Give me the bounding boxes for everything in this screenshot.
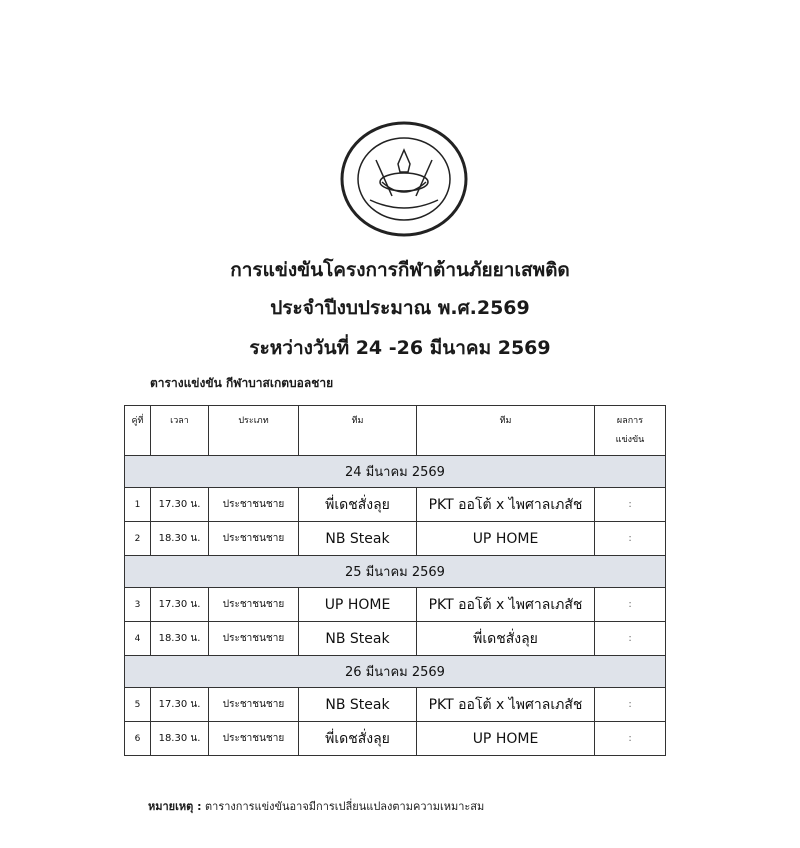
match-team-a: NB Steak [299, 688, 417, 722]
schedule-label: ตารางแข่งขัน [150, 376, 222, 390]
footnote [148, 797, 484, 815]
match-type: ประชาชนชาย [209, 622, 299, 656]
table-row [125, 522, 666, 556]
table-header-row [125, 406, 666, 456]
table-row [125, 722, 666, 756]
match-team-a: UP HOME [299, 588, 417, 622]
col-header-result-line-1: ผลการ [616, 416, 644, 426]
date-row [125, 556, 666, 588]
match-type: ประชาชนชาย [209, 588, 299, 622]
match-result: : [595, 522, 666, 556]
col-header-team-b: ทีม [417, 406, 595, 456]
footnote-label: หมายเหตุ : [148, 800, 202, 813]
table-row [125, 488, 666, 522]
match-type: ประชาชนชาย [209, 688, 299, 722]
match-num: 2 [125, 522, 151, 556]
date-cell: 25 มีนาคม 2569 [125, 556, 666, 588]
match-team-a: พี่เดชสั่งลุย [299, 722, 417, 756]
match-time: 18.30 น. [151, 722, 209, 756]
match-team-a: พี่เดชสั่งลุย [299, 488, 417, 522]
col-header-num: คู่ที่ [125, 406, 151, 456]
col-header-time: เวลา [151, 406, 209, 456]
match-num: 5 [125, 688, 151, 722]
match-time: 17.30 น. [151, 488, 209, 522]
col-header-type: ประเภท [209, 406, 299, 456]
title-line-3: ระหว่างวันที่ 24 -26 มีนาคม 2569 [249, 337, 551, 359]
match-team-a: NB Steak [299, 522, 417, 556]
match-result: : [595, 722, 666, 756]
col-header-result-line-2: แข่งขัน [615, 435, 645, 445]
match-type: ประชาชนชาย [209, 722, 299, 756]
match-num: 1 [125, 488, 151, 522]
match-team-b: UP HOME [417, 722, 595, 756]
date-cell: 24 มีนาคม 2569 [125, 456, 666, 488]
footnote-text: ตารางการแข่งขันอาจมีการเปลี่ยนแปลงตามความเหมาะสม [205, 800, 485, 813]
match-team-b: PKT ออโต้ x ไพศาลเภสัช [417, 688, 595, 722]
match-time: 17.30 น. [151, 688, 209, 722]
match-result: : [595, 688, 666, 722]
table-row [125, 622, 666, 656]
title-line-2: ประจำปีงบประมาณ พ.ศ.2569 [270, 297, 530, 319]
title-line-1: การแข่งขันโครงการกีฬาต้านภัยยาเสพติด [230, 259, 570, 281]
col-header-result [595, 406, 666, 456]
match-team-b: PKT ออโต้ x ไพศาลเภสัช [417, 588, 595, 622]
match-team-b: UP HOME [417, 522, 595, 556]
table-row [125, 688, 666, 722]
schedule-subheading [150, 374, 333, 393]
table-row [125, 588, 666, 622]
match-time: 17.30 น. [151, 588, 209, 622]
match-num: 3 [125, 588, 151, 622]
municipality-seal [338, 120, 470, 238]
match-type: ประชาชนชาย [209, 488, 299, 522]
match-result: : [595, 622, 666, 656]
match-num: 4 [125, 622, 151, 656]
sport-name: กีฬาบาสเกตบอลชาย [225, 376, 334, 390]
match-team-b: PKT ออโต้ x ไพศาลเภสัช [417, 488, 595, 522]
match-time: 18.30 น. [151, 622, 209, 656]
match-num: 6 [125, 722, 151, 756]
match-result: : [595, 588, 666, 622]
match-team-b: พี่เดชสั่งลุย [417, 622, 595, 656]
match-type: ประชาชนชาย [209, 522, 299, 556]
date-cell: 26 มีนาคม 2569 [125, 656, 666, 688]
date-row [125, 456, 666, 488]
schedule-table [124, 405, 666, 756]
match-team-a: NB Steak [299, 622, 417, 656]
date-row [125, 656, 666, 688]
match-result: : [595, 488, 666, 522]
match-time: 18.30 น. [151, 522, 209, 556]
col-header-team-a: ทีม [299, 406, 417, 456]
